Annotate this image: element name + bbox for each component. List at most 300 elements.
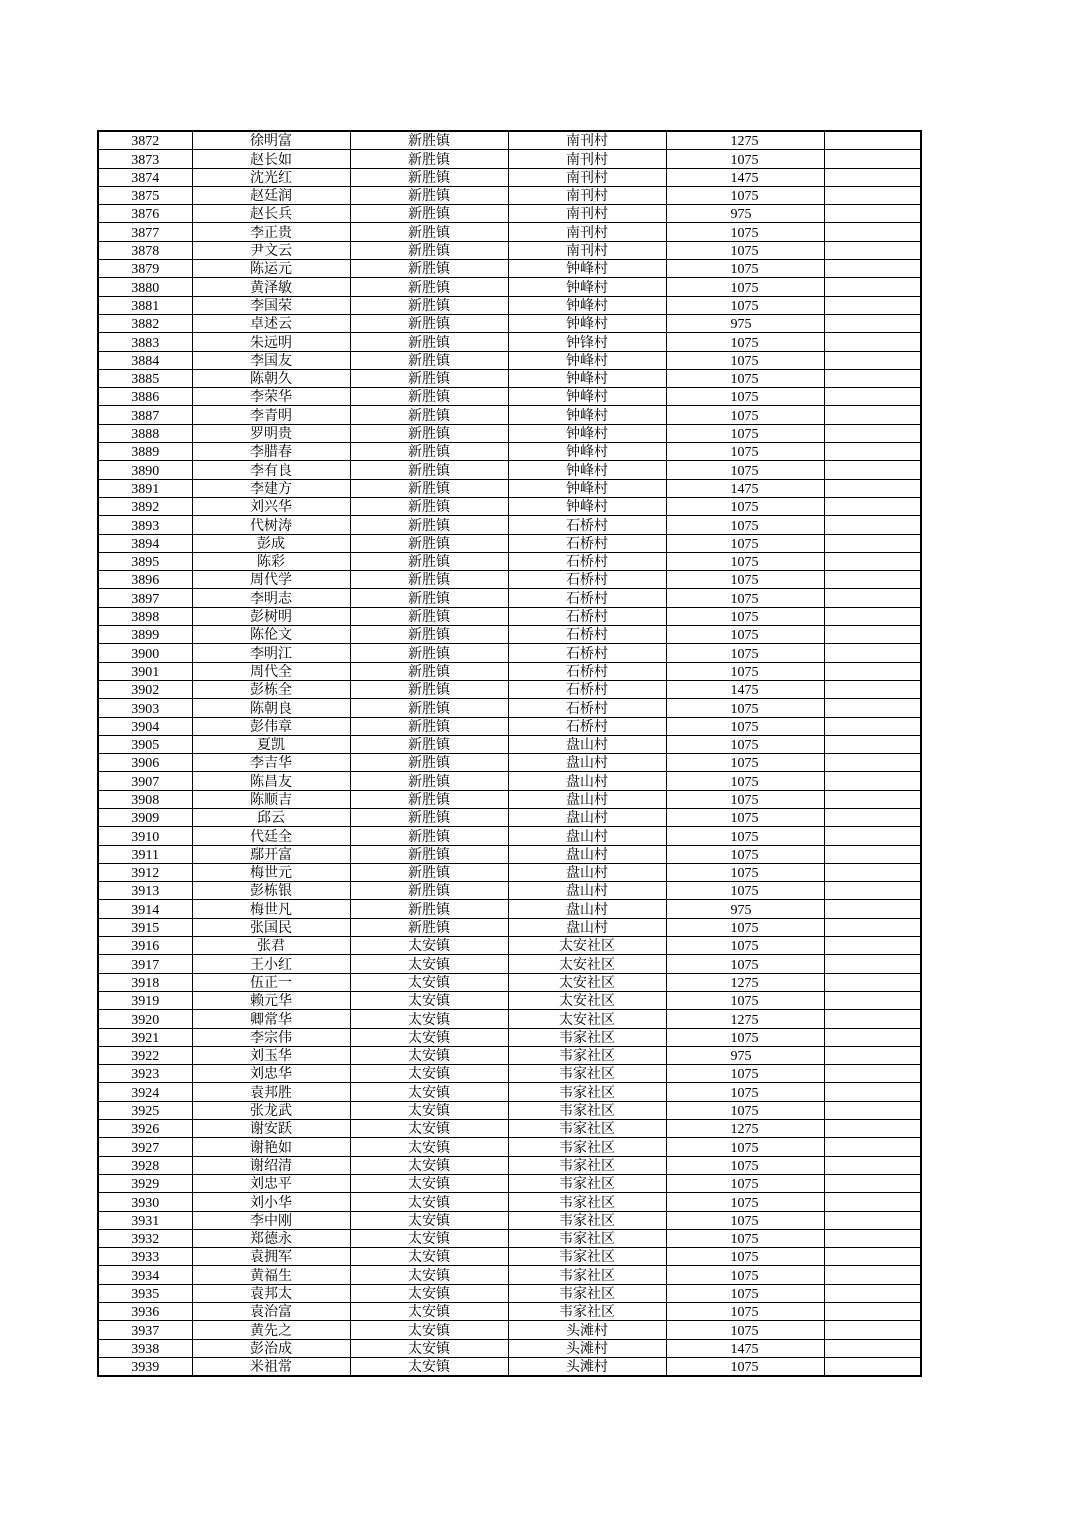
table-row: [98, 827, 921, 845]
remark-cell: [824, 1046, 921, 1064]
name-cell: 米祖常: [192, 1357, 350, 1376]
row-number-cell: 3939: [98, 1357, 192, 1376]
row-number-cell: 3898: [98, 607, 192, 625]
name-cell: 李荣华: [192, 388, 350, 406]
name-cell: 李国荣: [192, 296, 350, 314]
row-number-cell: 3891: [98, 479, 192, 497]
town-cell: 太安镇: [350, 955, 508, 973]
village-cell: 石桥村: [508, 516, 666, 534]
amount-cell: 1075: [666, 534, 824, 552]
amount-cell: 1075: [666, 186, 824, 204]
remark-cell: [824, 845, 921, 863]
name-cell: 黄泽敏: [192, 278, 350, 296]
name-cell: 李明江: [192, 644, 350, 662]
village-cell: 盘山村: [508, 808, 666, 826]
name-cell: 李青明: [192, 406, 350, 424]
village-cell: 太安社区: [508, 973, 666, 991]
remark-cell: [824, 351, 921, 369]
village-cell: 钟峰村: [508, 314, 666, 332]
remark-cell: [824, 406, 921, 424]
village-cell: 钟峰村: [508, 497, 666, 515]
village-cell: 盘山村: [508, 863, 666, 881]
amount-cell: 1075: [666, 351, 824, 369]
amount-cell: 1075: [666, 369, 824, 387]
town-cell: 太安镇: [350, 991, 508, 1009]
village-cell: 太安社区: [508, 937, 666, 955]
amount-cell: 1475: [666, 680, 824, 698]
row-number-cell: 3905: [98, 735, 192, 753]
town-cell: 新胜镇: [350, 497, 508, 515]
name-cell: 陈朝久: [192, 369, 350, 387]
name-cell: 谢艳如: [192, 1138, 350, 1156]
town-cell: 新胜镇: [350, 699, 508, 717]
village-cell: 石桥村: [508, 644, 666, 662]
amount-cell: 1075: [666, 1211, 824, 1229]
remark-cell: [824, 1339, 921, 1357]
remark-cell: [824, 241, 921, 259]
name-cell: 李正贵: [192, 223, 350, 241]
town-cell: 新胜镇: [350, 626, 508, 644]
amount-cell: 1275: [666, 131, 824, 150]
town-cell: 新胜镇: [350, 589, 508, 607]
table-row: [98, 772, 921, 790]
amount-cell: 1075: [666, 644, 824, 662]
remark-cell: [824, 1083, 921, 1101]
name-cell: 陈运元: [192, 260, 350, 278]
table-row: [98, 1339, 921, 1357]
town-cell: 太安镇: [350, 1138, 508, 1156]
town-cell: 新胜镇: [350, 882, 508, 900]
row-number-cell: 3929: [98, 1174, 192, 1192]
table-row: [98, 1193, 921, 1211]
table-row: [98, 186, 921, 204]
row-number-cell: 3912: [98, 863, 192, 881]
name-cell: 朱远明: [192, 333, 350, 351]
amount-cell: 1075: [666, 443, 824, 461]
row-number-cell: 3900: [98, 644, 192, 662]
amount-cell: 1075: [666, 772, 824, 790]
name-cell: 邱云: [192, 808, 350, 826]
town-cell: 新胜镇: [350, 808, 508, 826]
table-row: [98, 479, 921, 497]
table-row: [98, 1174, 921, 1192]
row-number-cell: 3894: [98, 534, 192, 552]
village-cell: 太安社区: [508, 955, 666, 973]
name-cell: 彭栋全: [192, 680, 350, 698]
remark-cell: [824, 1120, 921, 1138]
village-cell: 石桥村: [508, 680, 666, 698]
remark-cell: [824, 205, 921, 223]
table-row: [98, 406, 921, 424]
remark-cell: [824, 424, 921, 442]
row-number-cell: 3913: [98, 882, 192, 900]
row-number-cell: 3888: [98, 424, 192, 442]
town-cell: 新胜镇: [350, 534, 508, 552]
row-number-cell: 3919: [98, 991, 192, 1009]
village-cell: 韦家社区: [508, 1156, 666, 1174]
table-row: [98, 680, 921, 698]
table-row: [98, 1266, 921, 1284]
name-cell: 张龙武: [192, 1101, 350, 1119]
town-cell: 新胜镇: [350, 260, 508, 278]
town-cell: 新胜镇: [350, 205, 508, 223]
town-cell: 太安镇: [350, 1010, 508, 1028]
name-cell: 梅世元: [192, 863, 350, 881]
row-number-cell: 3930: [98, 1193, 192, 1211]
town-cell: 太安镇: [350, 1156, 508, 1174]
table-row: [98, 955, 921, 973]
town-cell: 太安镇: [350, 1321, 508, 1339]
name-cell: 张君: [192, 937, 350, 955]
name-cell: 李宗伟: [192, 1028, 350, 1046]
village-cell: 韦家社区: [508, 1174, 666, 1192]
amount-cell: 1075: [666, 589, 824, 607]
remark-cell: [824, 680, 921, 698]
village-cell: 石桥村: [508, 699, 666, 717]
table-row: [98, 1065, 921, 1083]
table-row: [98, 790, 921, 808]
row-number-cell: 3907: [98, 772, 192, 790]
row-number-cell: 3926: [98, 1120, 192, 1138]
table-row: [98, 388, 921, 406]
town-cell: 新胜镇: [350, 223, 508, 241]
table-row: [98, 534, 921, 552]
table-row: [98, 424, 921, 442]
town-cell: 太安镇: [350, 1229, 508, 1247]
name-cell: 彭树明: [192, 607, 350, 625]
row-number-cell: 3924: [98, 1083, 192, 1101]
amount-cell: 1075: [666, 223, 824, 241]
remark-cell: [824, 607, 921, 625]
table-row: [98, 808, 921, 826]
table-row: [98, 607, 921, 625]
town-cell: 新胜镇: [350, 351, 508, 369]
name-cell: 郑德永: [192, 1229, 350, 1247]
village-cell: 钟峰村: [508, 351, 666, 369]
amount-cell: 1075: [666, 150, 824, 168]
table-row: [98, 223, 921, 241]
row-number-cell: 3923: [98, 1065, 192, 1083]
row-number-cell: 3872: [98, 131, 192, 150]
row-number-cell: 3901: [98, 662, 192, 680]
town-cell: 太安镇: [350, 1303, 508, 1321]
town-cell: 新胜镇: [350, 735, 508, 753]
table-row: [98, 516, 921, 534]
amount-cell: 1075: [666, 863, 824, 881]
name-cell: 刘兴华: [192, 497, 350, 515]
name-cell: 彭伟章: [192, 717, 350, 735]
town-cell: 新胜镇: [350, 241, 508, 259]
name-cell: 李明志: [192, 589, 350, 607]
town-cell: 太安镇: [350, 1174, 508, 1192]
row-number-cell: 3892: [98, 497, 192, 515]
row-number-cell: 3889: [98, 443, 192, 461]
row-number-cell: 3931: [98, 1211, 192, 1229]
remark-cell: [824, 772, 921, 790]
remark-cell: [824, 296, 921, 314]
remark-cell: [824, 1211, 921, 1229]
table-row: [98, 1083, 921, 1101]
town-cell: 太安镇: [350, 1248, 508, 1266]
village-cell: 南刊村: [508, 223, 666, 241]
name-cell: 徐明富: [192, 131, 350, 150]
amount-cell: 1075: [666, 388, 824, 406]
name-cell: 刘玉华: [192, 1046, 350, 1064]
amount-cell: 1075: [666, 571, 824, 589]
amount-cell: 1075: [666, 333, 824, 351]
amount-cell: 1075: [666, 497, 824, 515]
amount-cell: 1075: [666, 1303, 824, 1321]
town-cell: 太安镇: [350, 1211, 508, 1229]
row-number-cell: 3884: [98, 351, 192, 369]
remark-cell: [824, 388, 921, 406]
table-row: [98, 314, 921, 332]
amount-cell: 1075: [666, 516, 824, 534]
town-cell: 新胜镇: [350, 424, 508, 442]
village-cell: 钟峰村: [508, 369, 666, 387]
village-cell: 韦家社区: [508, 1229, 666, 1247]
table-row: [98, 369, 921, 387]
town-cell: 新胜镇: [350, 168, 508, 186]
remark-cell: [824, 260, 921, 278]
table-row: [98, 882, 921, 900]
row-number-cell: 3936: [98, 1303, 192, 1321]
name-cell: 伍正一: [192, 973, 350, 991]
village-cell: 石桥村: [508, 534, 666, 552]
amount-cell: 1075: [666, 1321, 824, 1339]
town-cell: 新胜镇: [350, 754, 508, 772]
amount-cell: 975: [666, 900, 824, 918]
table-row: [98, 241, 921, 259]
amount-cell: 1075: [666, 607, 824, 625]
name-cell: 李中刚: [192, 1211, 350, 1229]
amount-cell: 1475: [666, 168, 824, 186]
table-row: [98, 1248, 921, 1266]
row-number-cell: 3925: [98, 1101, 192, 1119]
row-number-cell: 3883: [98, 333, 192, 351]
remark-cell: [824, 900, 921, 918]
row-number-cell: 3935: [98, 1284, 192, 1302]
remark-cell: [824, 497, 921, 515]
remark-cell: [824, 1028, 921, 1046]
row-number-cell: 3916: [98, 937, 192, 955]
remark-cell: [824, 1229, 921, 1247]
row-number-cell: 3915: [98, 918, 192, 936]
town-cell: 太安镇: [350, 1083, 508, 1101]
name-cell: 鄢开富: [192, 845, 350, 863]
village-cell: 韦家社区: [508, 1248, 666, 1266]
amount-cell: 1075: [666, 424, 824, 442]
village-cell: 南刊村: [508, 131, 666, 150]
remark-cell: [824, 955, 921, 973]
remark-cell: [824, 937, 921, 955]
table-body: [98, 131, 921, 1376]
amount-cell: 1075: [666, 1229, 824, 1247]
name-cell: 谢安跃: [192, 1120, 350, 1138]
name-cell: 代廷全: [192, 827, 350, 845]
village-cell: 南刊村: [508, 168, 666, 186]
name-cell: 彭栋银: [192, 882, 350, 900]
village-cell: 钟峰村: [508, 278, 666, 296]
row-number-cell: 3933: [98, 1248, 192, 1266]
name-cell: 沈光红: [192, 168, 350, 186]
village-cell: 钟峰村: [508, 406, 666, 424]
remark-cell: [824, 168, 921, 186]
name-cell: 卓述云: [192, 314, 350, 332]
row-number-cell: 3911: [98, 845, 192, 863]
table-row: [98, 662, 921, 680]
name-cell: 袁邦太: [192, 1284, 350, 1302]
name-cell: 李有良: [192, 461, 350, 479]
town-cell: 新胜镇: [350, 662, 508, 680]
row-number-cell: 3879: [98, 260, 192, 278]
name-cell: 梅世凡: [192, 900, 350, 918]
row-number-cell: 3877: [98, 223, 192, 241]
row-number-cell: 3902: [98, 680, 192, 698]
table-row: [98, 497, 921, 515]
village-cell: 太安社区: [508, 1010, 666, 1028]
village-cell: 石桥村: [508, 717, 666, 735]
village-cell: 钟峰村: [508, 388, 666, 406]
village-cell: 韦家社区: [508, 1193, 666, 1211]
row-number-cell: 3895: [98, 552, 192, 570]
remark-cell: [824, 461, 921, 479]
town-cell: 新胜镇: [350, 827, 508, 845]
amount-cell: 1075: [666, 1083, 824, 1101]
row-number-cell: 3914: [98, 900, 192, 918]
row-number-cell: 3932: [98, 1229, 192, 1247]
remark-cell: [824, 973, 921, 991]
table-row: [98, 900, 921, 918]
row-number-cell: 3937: [98, 1321, 192, 1339]
remark-cell: [824, 1193, 921, 1211]
name-cell: 代树涛: [192, 516, 350, 534]
name-cell: 夏凯: [192, 735, 350, 753]
row-number-cell: 3910: [98, 827, 192, 845]
row-number-cell: 3893: [98, 516, 192, 534]
row-number-cell: 3928: [98, 1156, 192, 1174]
amount-cell: 1075: [666, 1266, 824, 1284]
town-cell: 新胜镇: [350, 369, 508, 387]
village-cell: 头滩村: [508, 1339, 666, 1357]
name-cell: 李建方: [192, 479, 350, 497]
village-cell: 韦家社区: [508, 1211, 666, 1229]
table-row: [98, 1321, 921, 1339]
remark-cell: [824, 534, 921, 552]
town-cell: 太安镇: [350, 1357, 508, 1376]
data-table: [97, 130, 922, 1377]
name-cell: 黄福生: [192, 1266, 350, 1284]
table-row: [98, 1101, 921, 1119]
town-cell: 太安镇: [350, 1046, 508, 1064]
row-number-cell: 3882: [98, 314, 192, 332]
row-number-cell: 3886: [98, 388, 192, 406]
town-cell: 新胜镇: [350, 680, 508, 698]
table-row: [98, 1303, 921, 1321]
village-cell: 头滩村: [508, 1321, 666, 1339]
remark-cell: [824, 790, 921, 808]
village-cell: 盘山村: [508, 754, 666, 772]
row-number-cell: 3876: [98, 205, 192, 223]
remark-cell: [824, 131, 921, 150]
amount-cell: 1075: [666, 241, 824, 259]
village-cell: 盘山村: [508, 772, 666, 790]
name-cell: 谢绍清: [192, 1156, 350, 1174]
remark-cell: [824, 369, 921, 387]
town-cell: 新胜镇: [350, 571, 508, 589]
village-cell: 钟峰村: [508, 461, 666, 479]
remark-cell: [824, 644, 921, 662]
table-row: [98, 1138, 921, 1156]
village-cell: 太安社区: [508, 991, 666, 1009]
name-cell: 李国友: [192, 351, 350, 369]
town-cell: 太安镇: [350, 937, 508, 955]
name-cell: 黄先之: [192, 1321, 350, 1339]
name-cell: 赵长如: [192, 150, 350, 168]
table-row: [98, 845, 921, 863]
amount-cell: 1075: [666, 882, 824, 900]
remark-cell: [824, 443, 921, 461]
row-number-cell: 3875: [98, 186, 192, 204]
remark-cell: [824, 1248, 921, 1266]
town-cell: 新胜镇: [350, 406, 508, 424]
amount-cell: 1075: [666, 754, 824, 772]
table-row: [98, 937, 921, 955]
remark-cell: [824, 571, 921, 589]
village-cell: 韦家社区: [508, 1046, 666, 1064]
remark-cell: [824, 314, 921, 332]
town-cell: 太安镇: [350, 1284, 508, 1302]
amount-cell: 975: [666, 314, 824, 332]
name-cell: 尹文云: [192, 241, 350, 259]
name-cell: 袁拥军: [192, 1248, 350, 1266]
table-row: [98, 1028, 921, 1046]
name-cell: 赵廷润: [192, 186, 350, 204]
village-cell: 盘山村: [508, 882, 666, 900]
amount-cell: 1275: [666, 1010, 824, 1028]
amount-cell: 1075: [666, 1248, 824, 1266]
name-cell: 彭治成: [192, 1339, 350, 1357]
remark-cell: [824, 918, 921, 936]
village-cell: 盘山村: [508, 790, 666, 808]
remark-cell: [824, 1303, 921, 1321]
village-cell: 南刊村: [508, 205, 666, 223]
table-row: [98, 461, 921, 479]
table-row: [98, 150, 921, 168]
remark-cell: [824, 278, 921, 296]
remark-cell: [824, 1156, 921, 1174]
table-row: [98, 205, 921, 223]
town-cell: 新胜镇: [350, 333, 508, 351]
amount-cell: 1275: [666, 1120, 824, 1138]
name-cell: 王小红: [192, 955, 350, 973]
village-cell: 石桥村: [508, 571, 666, 589]
row-number-cell: 3922: [98, 1046, 192, 1064]
row-number-cell: 3874: [98, 168, 192, 186]
remark-cell: [824, 223, 921, 241]
row-number-cell: 3873: [98, 150, 192, 168]
remark-cell: [824, 863, 921, 881]
table-row: [98, 735, 921, 753]
row-number-cell: 3927: [98, 1138, 192, 1156]
town-cell: 太安镇: [350, 973, 508, 991]
row-number-cell: 3909: [98, 808, 192, 826]
amount-cell: 1075: [666, 552, 824, 570]
town-cell: 新胜镇: [350, 150, 508, 168]
remark-cell: [824, 479, 921, 497]
table-row: [98, 333, 921, 351]
town-cell: 新胜镇: [350, 314, 508, 332]
